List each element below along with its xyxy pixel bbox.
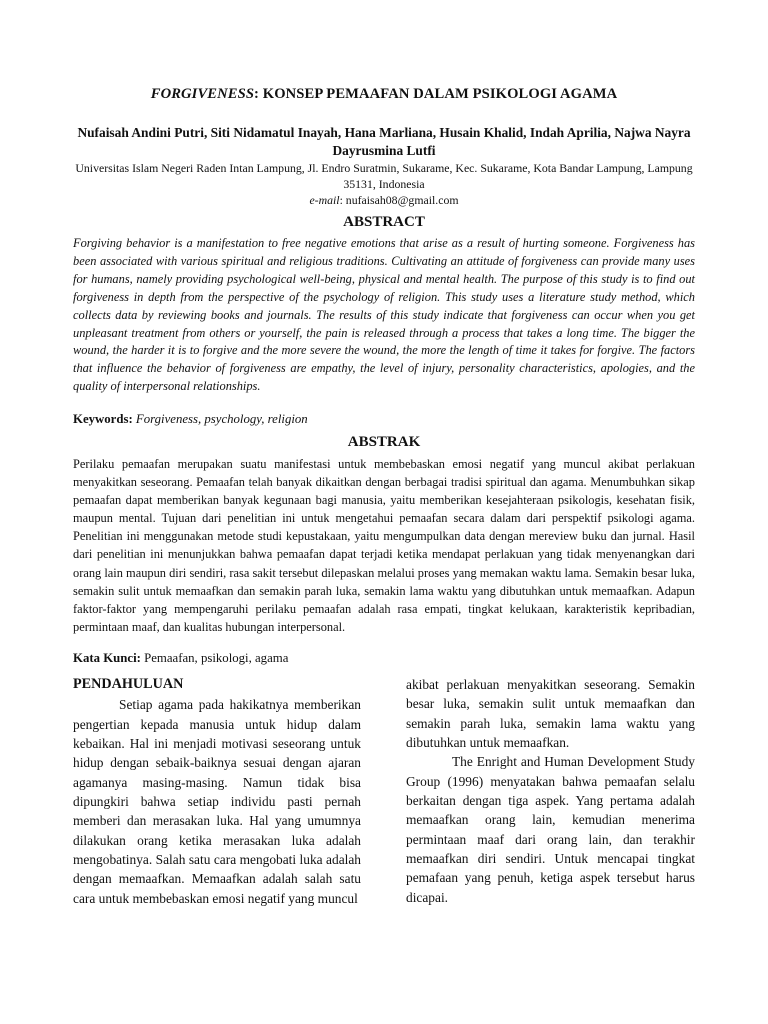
author-list: Nufaisah Andini Putri, Siti Nidamatul Inayah, Hana Marliana, Husain Khalid, Indah Aprilia, Najwa Nayra Dayrusmina Lutfi (77, 125, 691, 158)
title-rest: : KONSEP PEMAAFAN DALAM PSIKOLOGI AGAMA (254, 86, 618, 102)
keywords-english (73, 412, 695, 427)
intro-paragraph-1-continued: akibat perlakuan menyakitkan seseorang. Semakin besar luka, semakin sulit untuk memaafkan dan semakin parah luka, semakin lama waktu yang dibutuhkan untuk memaafkan. (406, 677, 695, 751)
email-line (70, 193, 698, 208)
abstract-english-text: Forgiving behavior is a manifestation to free negative emotions that arise as a result of hurting someone. Forgiveness has been associated with various spiritual and religious traditions. Cultivating an attitude of forgiveness can provide many uses for humans, namely providing psychological well-being, physical and mental health. The purpose of this study is to find out forgiveness in depth from the perspective of the psychology of religion. This study uses a literature study method, which collects data by reviewing books and journals. The results of this study indicate that forgiveness can occur when you get unpleasant treatment from others or yourself, the pain is released through a process that takes a long time. The bigger the wound, the harder it is to forgive and the more severe the wound, the more the length of time it takes for forgive. The factors that influence the behavior of forgiveness are empathy, the level of injury, personality characteristics, apologies, and the quality of interpersonal relationships. (73, 236, 695, 394)
intro-paragraph-1: Setiap agama pada hakikatnya memberikan pengertian kepada manusia untuk hidup dalam kebaikan. Hal ini menjadi motivasi seseorang untuk hidup dengan sebaik-baiknya sesuai dengan ajaran agamanya masing-masing. Namun tidak bisa dipungkiri bahwa setiap individu pasti pernah memberi dan merasakan luka. Hal yang umumnya dilakukan orang ketika merasakan luka adalah mengobatinya. Salah satu cara mengobati luka adalah dengan memaafkan. Memaafkan adalah salah satu cara untuk membebaskan emosi negatif yang muncul (73, 697, 361, 906)
abstrak-heading: ABSTRAK (347, 434, 421, 450)
email-label: e-mail (309, 193, 340, 207)
title-italic-part: FORGIVENESS (150, 86, 255, 102)
section-heading-pendahuluan: PENDAHULUAN (73, 676, 184, 692)
left-column (73, 675, 361, 908)
abstract-heading: ABSTRACT (343, 214, 425, 230)
affiliation: Universitas Islam Negeri Raden Intan Lampung, Jl. Endro Suratmin, Sukarame, Kec. Sukarame, Kota Bandar Lampung, Lampung 35131, Indonesia (75, 161, 693, 191)
keywords-label: Keywords: (73, 412, 133, 426)
keywords-indonesian (73, 651, 695, 666)
paper-title (40, 86, 728, 103)
abstract-indonesian-text: Perilaku pemaafan merupakan suatu manifestasi untuk membebaskan emosi negatif yang muncul akibat perlakuan menyakitkan seseorang. Pemaafan telah banyak dikaitkan dengan berbagai tradisi spiritual dan agama. Menumbuhkan sikap pemaafan dapat memberikan banyak kegunaan bagi manusia, yaitu memberikan kesejahteraan psikologis, kesehatan fisik, maupun mental. Tujuan dari penelitian ini untuk mengetahui pemaafan secara dalam dari perspektif psikologi agama. Penelitian ini menggunakan metode studi kepustakaan, yaitu mengumpulkan data dengan mereview buku dan jurnal. Hasil dari penelitian ini menunjukkan bahwa pemaafan dapat terjadi ketika mendapat perlakuan yang tidak menyenangkan dari orang lain maupun diri sendiri, rasa sakit tersebut dilepaskan melalui proses yang memakan waktu lama. Semakin besar luka, semakin sulit untuk memaafkan dan semakin parah luka, semakin lama waktu yang dibutuhkan untuk memaafkan. Adapun faktor-faktor yang mempengaruhi perilaku pemaafan adalah rasa empati, tingkat kelukaan, karakteristik kepribadian, permintaan maaf, dan kualitas hubungan interpersonal. (73, 457, 695, 634)
keywords-value: Forgiveness, psychology, religion (135, 412, 308, 426)
kata-kunci-label: Kata Kunci: (73, 651, 141, 665)
intro-paragraph-2: The Enright and Human Development Study Group (1996) menyatakan bahwa pemaafan selalu berkaitan dengan tiga aspek. Yang pertama adalah memaafkan orang lain, kemudian menerima permintaan maaf dari orang lain, dan terakhir memaafkan diri sendiri. Untuk mencapai tingkat pemafaan yang penuh, ketiga aspek tersebut harus dicapai. (406, 754, 695, 905)
right-column (406, 675, 695, 907)
kata-kunci-value: Pemaafan, psikologi, agama (144, 651, 289, 665)
email-value: : nufaisah08@gmail.com (339, 193, 459, 207)
